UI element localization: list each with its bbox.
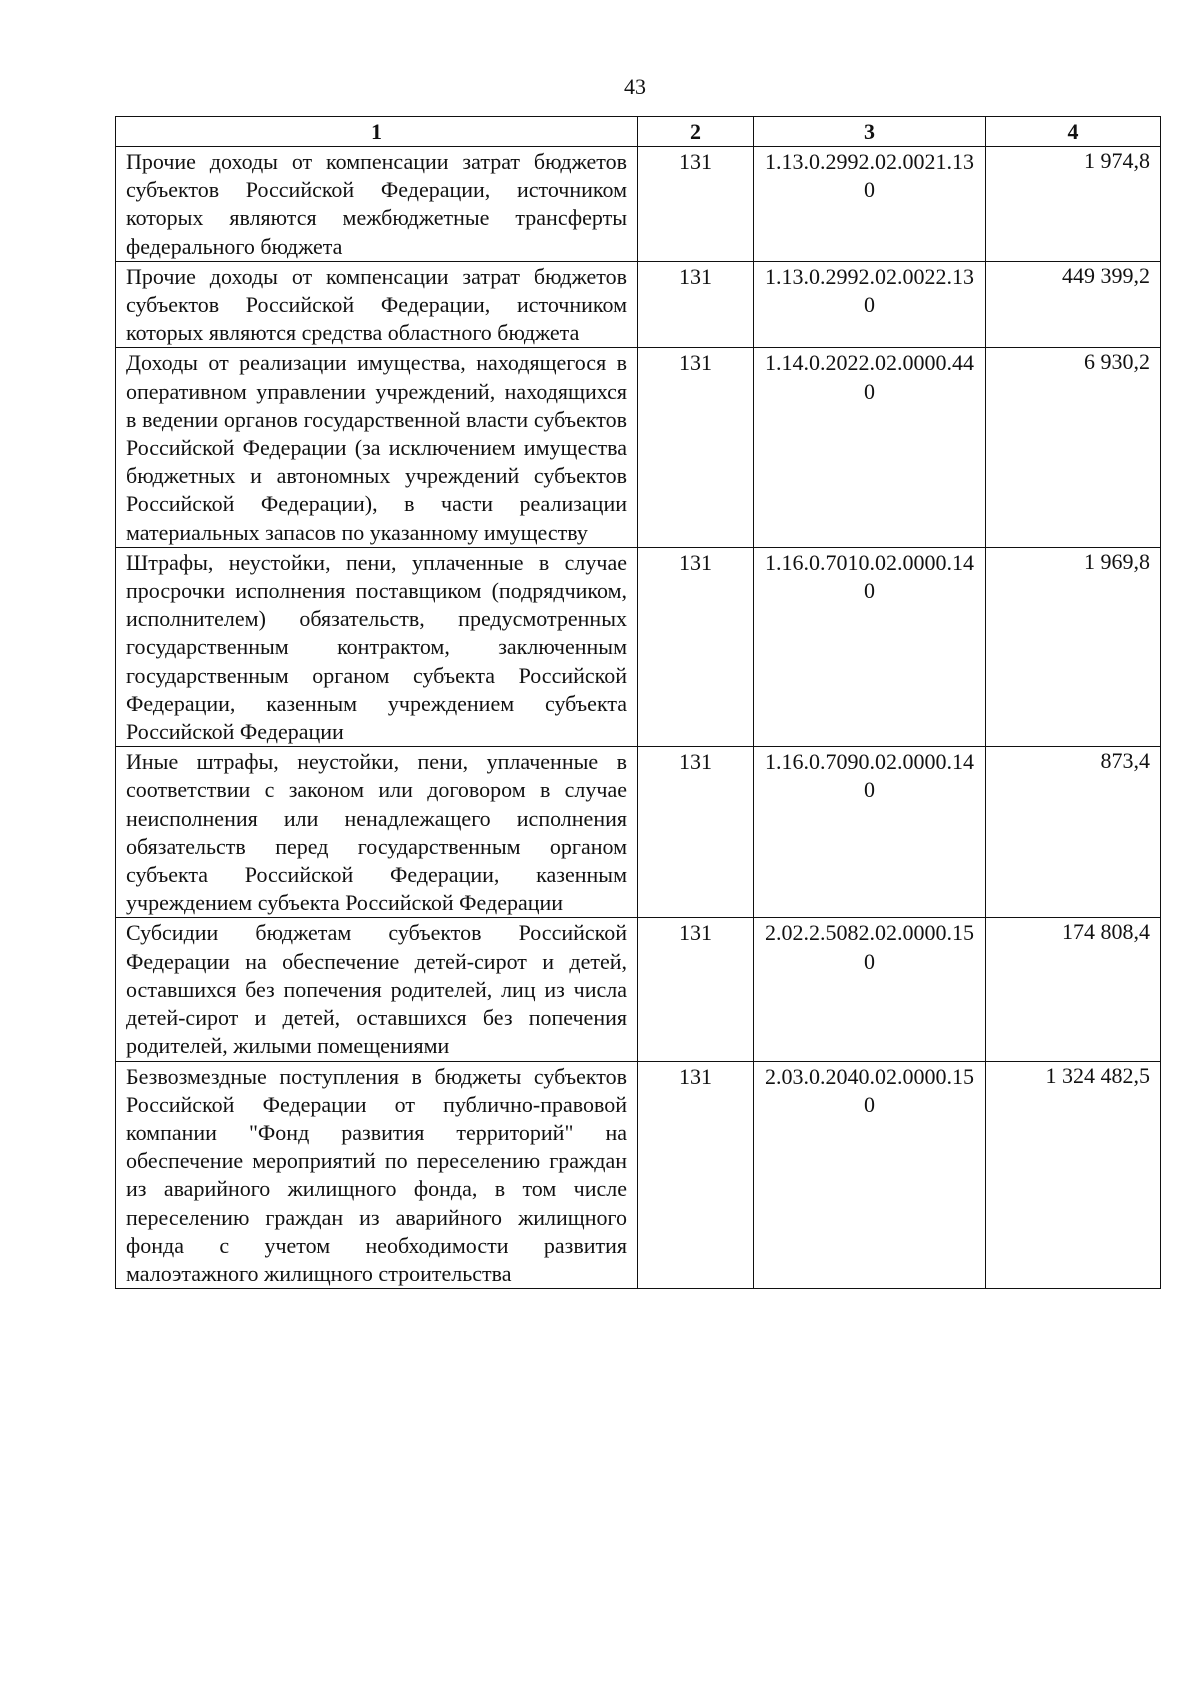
table-header-row [116,117,1161,147]
column-header-2: 2 [638,117,754,147]
row-code: 131 [638,918,754,1061]
table-row [116,1061,1161,1289]
table-row [116,147,1161,262]
row-code: 131 [638,261,754,348]
table-row [116,547,1161,746]
row-name: Штрафы, неустойки, пени, уплаченные в случае просрочки исполнения поставщиком (подрядчиком, исполнителем) обязательств, предусмотренных государственным контрактом, заключенным государственным органом субъекта Российской Федерации, казенным учреждением субъекта Российской Федерации [116,547,638,746]
table-row [116,348,1161,547]
row-name: Иные штрафы, неустойки, пени, уплаченные в соответствии с законом или договором в случае неисполнения или ненадлежащего исполнения обязательств перед государственным органом субъекта Российской Федерации, казенным учреждением субъекта Российской Федерации [116,747,638,918]
row-amount: 1 324 482,5 [986,1061,1161,1289]
revenue-table [115,116,1161,1289]
column-header-4: 4 [986,117,1161,147]
row-code: 131 [638,1061,754,1289]
row-amount: 449 399,2 [986,261,1161,348]
column-header-1: 1 [116,117,638,147]
table-row [116,261,1161,348]
table-row [116,747,1161,918]
row-code: 131 [638,747,754,918]
row-kbk: 2.03.0.2040.02.0000.150 [754,1061,986,1289]
row-amount: 1 969,8 [986,547,1161,746]
row-name: Безвозмездные поступления в бюджеты субъектов Российской Федерации от публично-правовой компании "Фонд развития территорий" на обеспечение мероприятий по переселению граждан из аварийного жилищного фонда, в том числе переселению граждан из аварийного жилищного фонда с учетом необходимости развития малоэтажного жилищного строительства [116,1061,638,1289]
row-kbk: 1.14.0.2022.02.0000.440 [754,348,986,547]
row-name: Доходы от реализации имущества, находящегося в оперативном управлении учреждений, находящихся в ведении органов государственной власти субъектов Российской Федерации (за исключением имущества бюджетных и автономных учреждений субъектов Российской Федерации), в части реализации материальных запасов по указанному имуществу [116,348,638,547]
row-kbk: 2.02.2.5082.02.0000.150 [754,918,986,1061]
row-kbk: 1.13.0.2992.02.0021.130 [754,147,986,262]
row-name: Субсидии бюджетам субъектов Российской Федерации на обеспечение детей-сирот и детей, оставшихся без попечения родителей, лиц из числа детей-сирот и детей, оставшихся без попечения родителей, жилыми помещениями [116,918,638,1061]
row-code: 131 [638,348,754,547]
row-name: Прочие доходы от компенсации затрат бюджетов субъектов Российской Федерации, источником которых являются средства областного бюджета [116,261,638,348]
row-amount: 174 808,4 [986,918,1161,1061]
column-header-3: 3 [754,117,986,147]
row-kbk: 1.16.0.7010.02.0000.140 [754,547,986,746]
row-kbk: 1.16.0.7090.02.0000.140 [754,747,986,918]
row-amount: 6 930,2 [986,348,1161,547]
row-amount: 1 974,8 [986,147,1161,262]
row-kbk: 1.13.0.2992.02.0022.130 [754,261,986,348]
row-code: 131 [638,547,754,746]
row-amount: 873,4 [986,747,1161,918]
row-name: Прочие доходы от компенсации затрат бюджетов субъектов Российской Федерации, источником которых являются межбюджетные трансферты федерального бюджета [116,147,638,262]
table-row [116,918,1161,1061]
page-number: 43 [624,74,646,99]
row-code: 131 [638,147,754,262]
